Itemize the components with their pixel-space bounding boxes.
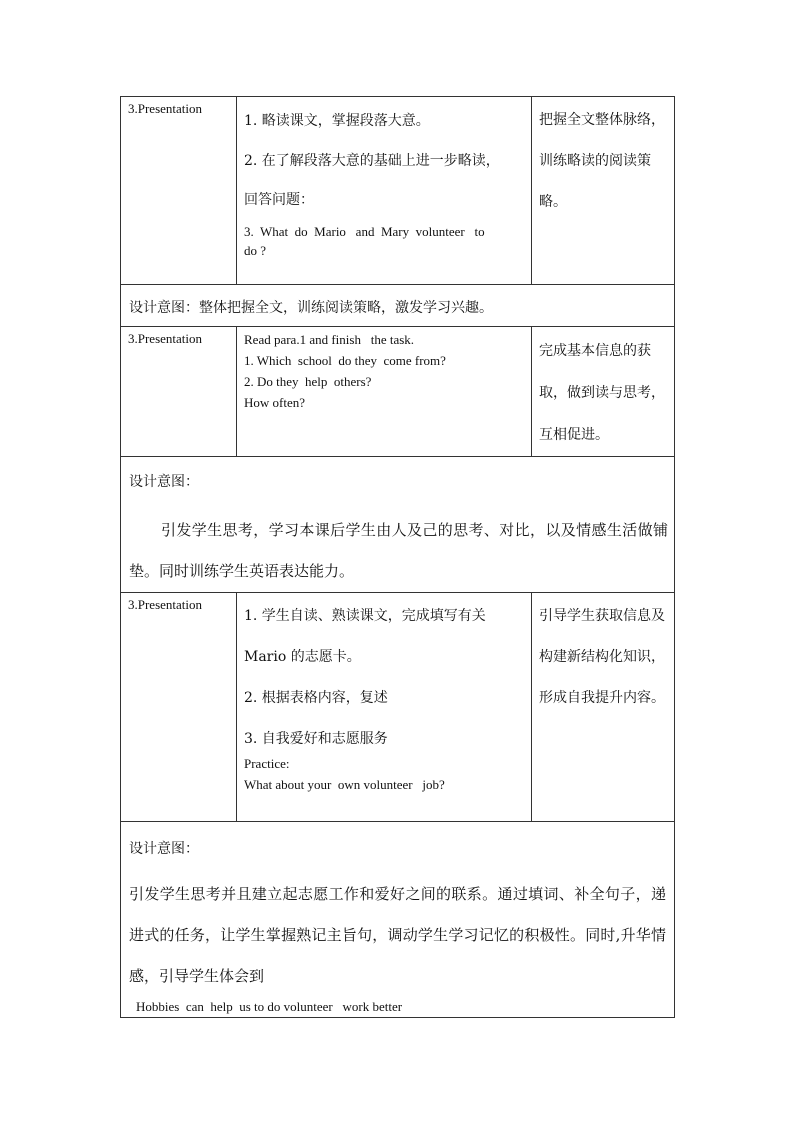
activity-step: 1. Which school do they come from? [244,353,446,368]
table-row [121,457,675,593]
table-row [121,327,675,457]
intent-cell [121,822,675,1018]
intent-cell [121,457,675,593]
lesson-plan-table [120,96,675,1018]
activity-step: 回答问题： [244,192,314,208]
purpose-cell [532,593,675,822]
activity-step: 2. 在了解段落大意的基础上进一步略读， [244,153,500,169]
activity-step: How often? [244,395,306,410]
activity-cell [237,97,532,285]
intent-cell [121,285,675,327]
activity-step: Practice: [244,756,290,771]
purpose-note: 引导学生获取信息及构建新结构化知识，形成自我提升内容。 [539,608,665,706]
table-row [121,593,675,822]
stage-label: 3.Presentation [128,331,203,346]
purpose-note: 把握全文整体脉络，训练略读的阅读策略。 [539,112,665,210]
table-row [121,97,675,285]
stage-label: 3.Presentation [128,597,203,612]
design-intent-body: 引发学生思考并且建立起志愿工作和爱好之间的联系。通过填词、补全句子，递进式的任务，让学生掌握熟记主旨句，调动学生学习记忆的积极性。同时,升华情感，引导学生体会到 [129,885,666,985]
design-intent-body: 引发学生思考，学习本课后学生由人及己的思考、对比，以及情感生活做铺垫。同时训练学生英语表达能力。 [129,521,668,580]
table-row [121,285,675,327]
design-intent-label: 设计意图： [129,841,199,857]
activity-cell [237,593,532,822]
purpose-note: 完成基本信息的获取，做到读与思考，互相促进。 [539,343,665,443]
design-intent-english: Hobbies can help us to do volunteer work better [136,999,403,1014]
purpose-cell [532,97,675,285]
design-intent: 设计意图：整体把握全文，训练阅读策略，激发学习兴趣。 [129,300,493,316]
activity-step: What about your own volunteer job? [244,777,445,792]
table-row [121,822,675,1018]
activity-step: 3. What do Mario and Mary volunteer to [244,224,485,239]
activity-step: 3. 自我爱好和志愿服务 [244,731,388,747]
activity-step: Mario 的志愿卡。 [244,649,361,665]
purpose-cell [532,327,675,457]
stage-label: 3.Presentation [128,101,203,116]
activity-cell [237,327,532,457]
stage-cell [121,327,237,457]
activity-step: 2. Do they help others? [244,374,372,389]
activity-step: 1. 学生自读、熟读课文，完成填写有关 [244,608,486,624]
activity-step: Read para.1 and finish the task. [244,332,415,347]
activity-step: do ? [244,243,267,258]
stage-cell [121,593,237,822]
activity-step: 1. 略读课文，掌握段落大意。 [244,113,430,129]
stage-cell [121,97,237,285]
design-intent-label: 设计意图： [129,474,199,490]
activity-step: 2. 根据表格内容，复述 [244,690,388,706]
